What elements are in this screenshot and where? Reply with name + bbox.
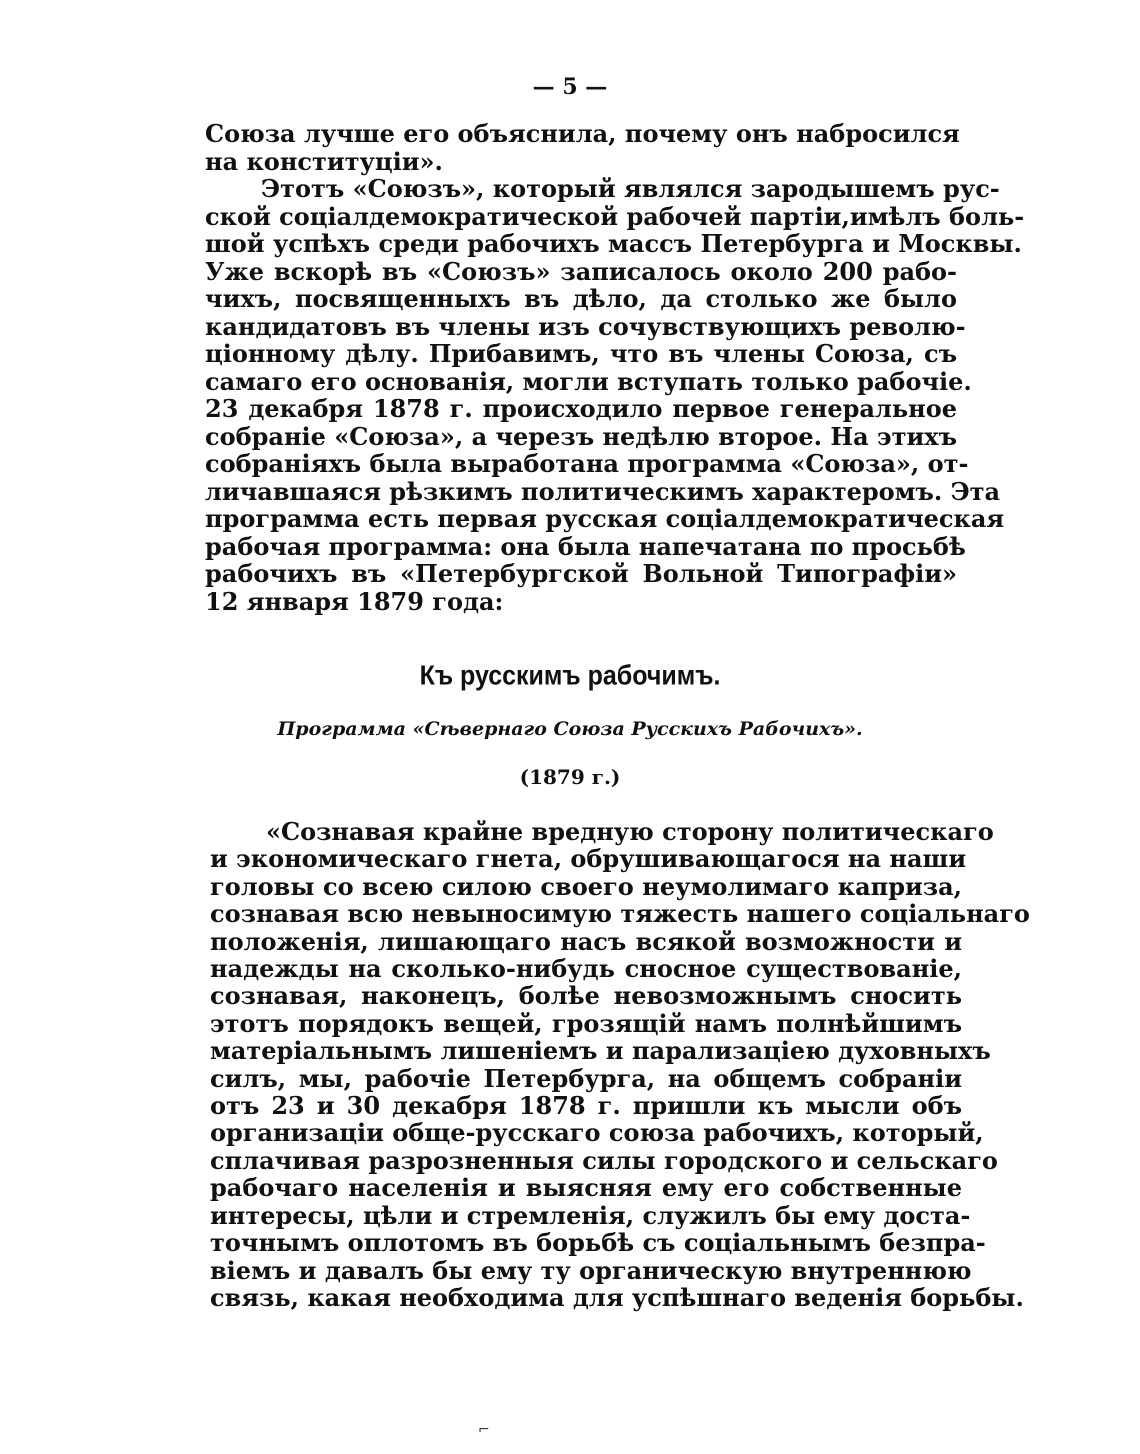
- text-line: 12 января 1879 года:: [205, 586, 504, 616]
- text-line: интересы, цѣли и стремленія, служилъ бы ему доста-: [210, 1200, 971, 1230]
- text-line: матеріальнымъ лишеніемъ и парализаціею духовныхъ: [210, 1036, 991, 1066]
- text-line: организаціи обще-русскаго союза рабочихъ, который,: [210, 1118, 984, 1148]
- text-line: точнымъ оплотомъ въ борьбѣ съ соціальнымъ безпра-: [210, 1228, 986, 1258]
- text-line: рабочаго населенія и выясняя ему его собственные: [210, 1173, 962, 1203]
- text-line: Союза лучше его объяснила, почему онъ набросился: [205, 119, 960, 148]
- paragraph-3: [210, 817, 1030, 1312]
- text-line: кандидатовъ въ члены изъ сочувствующихъ револю-: [205, 311, 966, 341]
- text-line: ціонному дѣлу. Прибавимъ, что въ члены Союза, съ: [205, 339, 957, 368]
- text-line: 23 декабря 1878 г. происходило первое генеральное: [205, 394, 957, 423]
- section-year: (1879 г.): [519, 765, 621, 789]
- paragraph-2: [205, 174, 1025, 616]
- section-heading: Къ русскимъ рабочимъ.: [419, 660, 721, 692]
- text-line: шой успѣхъ среди рабочихъ массъ Петербурга и Москвы.: [205, 229, 1022, 258]
- text-line: ской соціалдемократической рабочей партіи,имѣлъ боль-: [205, 201, 1025, 231]
- text-line: чихъ, посвященныхъ въ дѣло, да столько же было: [205, 284, 957, 313]
- text-line: сознавая всю невыносимую тяжесть нашего соціальнаго: [210, 899, 1030, 929]
- text-line: самаго его основанія, могли вступать только рабочіе.: [205, 366, 972, 396]
- scan-mark-icon: ⌐: [478, 1422, 490, 1438]
- body-text-top: [205, 119, 1025, 616]
- text-line: этотъ порядокъ вещей, грозящій намъ полнѣйшимъ: [210, 1008, 962, 1038]
- text-line: программа есть первая русская соціалдемократическая: [205, 504, 1005, 533]
- text-line: силъ, мы, рабочіе Петербурга, на общемъ собраніи: [210, 1063, 962, 1093]
- text-line: рабочая программа: она была напечатана по просьбѣ: [205, 531, 966, 561]
- text-line: надежды на сколько-нибудь сносное существованіе,: [210, 954, 962, 984]
- text-line: сознавая, наконецъ, болѣе невозможнымъ сносить: [210, 981, 962, 1011]
- text-line: отъ 23 и 30 декабря 1878 г. пришли къ мысли объ: [210, 1091, 962, 1121]
- text-line: рабочихъ въ «Петербургской Вольной Типографіи»: [205, 559, 957, 588]
- text-line: собраніяхъ была выработана программа «Союза», от-: [205, 449, 969, 478]
- section-subtitle: Программа «Сѣвернаго Союза Русскихъ Рабочихъ».: [277, 718, 863, 740]
- text-line: Уже вскорѣ въ «Союзъ» записалось около 200 рабо-: [205, 256, 957, 286]
- text-line: связь, какая необходима для успѣшнаго веденія борьбы.: [210, 1282, 1024, 1312]
- text-line: Этотъ «Союзъ», который являлся зародышемъ рус-: [261, 174, 1000, 203]
- text-line: личавшаяся рѣзкимъ политическимъ характеромъ. Эта: [205, 476, 1001, 506]
- text-line: «Сознавая крайне вредную сторону политическаго: [266, 817, 994, 846]
- text-line: віемъ и давалъ бы ему ту органическую внутреннюю: [210, 1255, 972, 1285]
- body-text-program: [210, 817, 1030, 1312]
- text-line: положенія, лишающаго насъ всякой возможности и: [210, 926, 962, 956]
- text-line: и экономическаго гнета, обрушивающагося на наши: [210, 844, 967, 874]
- text-line: сплачивая разрозненныя силы городского и сельскаго: [210, 1145, 998, 1175]
- paragraph-1: [205, 119, 960, 176]
- text-line: головы со всею силою своего неумолимаго каприза,: [210, 871, 962, 901]
- text-line: собраніе «Союза», а черезъ недѣлю второе. На этихъ: [205, 421, 957, 451]
- text-line: на конституціи».: [205, 146, 443, 176]
- page-number: — 5 —: [532, 74, 608, 100]
